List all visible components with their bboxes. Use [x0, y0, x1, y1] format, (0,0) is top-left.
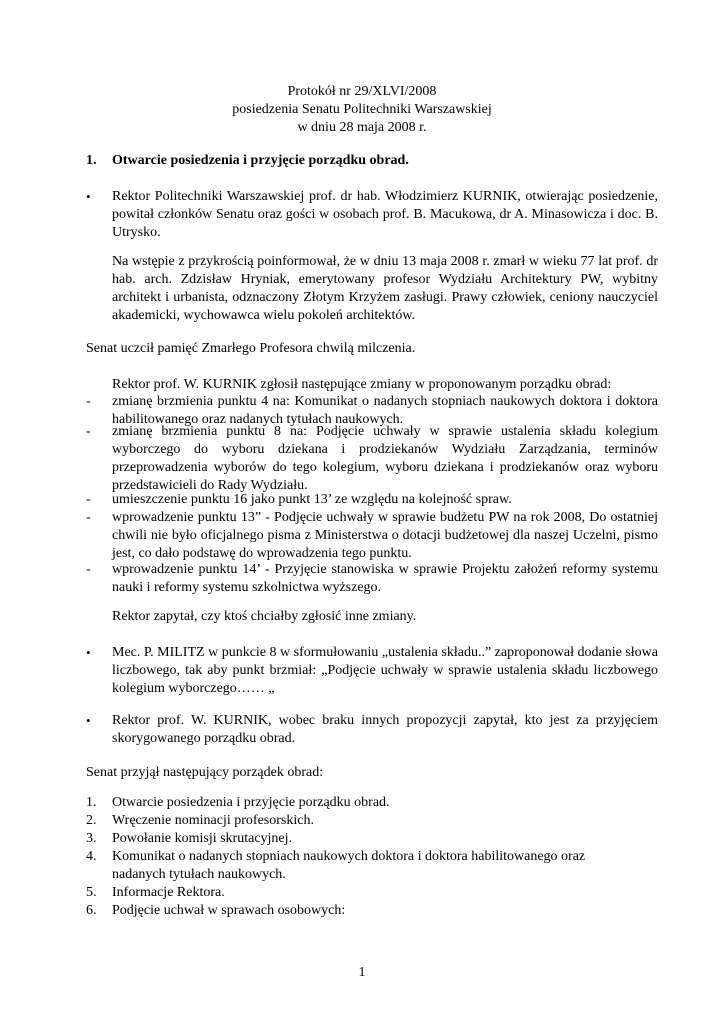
dash-marker: - — [86, 492, 91, 507]
rector-changes-intro: Rektor prof. W. KURNIK zgłosił następujące zmiany w proponowanym porządku obrad: — [112, 377, 612, 392]
paragraph-silence: Senat uczcił pamięć Zmarłego Profesora chwilą milczenia. — [86, 341, 416, 356]
section-title — [86, 152, 409, 170]
dash-marker: - — [86, 424, 91, 439]
dash-marker: - — [86, 394, 91, 409]
agenda-item — [86, 902, 656, 920]
paragraph-vote — [112, 712, 658, 748]
agenda-item-text: Wręczenie nominacji profesorskich. — [112, 813, 314, 828]
dash-marker: - — [86, 510, 91, 525]
page-number: 1 — [358, 965, 366, 980]
protocol-number: Protokół nr 29/XLVI/2008 — [287, 84, 437, 99]
change-item — [86, 561, 658, 597]
meeting-name: posiedzenia Senatu Politechniki Warszawskiej — [232, 102, 492, 117]
agenda-item-number: 6. — [86, 903, 97, 918]
change-text: zmianę brzmienia punktu 8 na: Podjęcie uchwały w sprawie ustalenia składu kolegium wyborczego do wyboru dziekana i prodziekanów Wydziału Zarządzania, terminów przeprowadzenia wyborów do tego kolegium, wyboru dziekana i prodziekanów oraz wyboru przedstawicieli do Rady Wydziału. — [112, 424, 658, 493]
agenda-item-number: 3. — [86, 831, 97, 846]
agenda-item-text: Powołanie komisji skrutacyjnej. — [112, 831, 293, 846]
obituary-text: Na wstępie z przykrością poinformował, że w dniu 13 maja 2008 r. zmarł w wieku 77 lat prof. dr hab. arch. Zdzisław Hryniak, emerytowany profesor Wydziału Architektury PW, wybitny architekt i urbanista, odznaczony Złotym Krzyżem zasługi. Prawy człowiek, ceniony nauczyciel akademicki, wychowawca wielu pokoleń architektów. — [112, 254, 658, 323]
paragraph-obituary — [112, 253, 658, 325]
vote-text: Rektor prof. W. KURNIK, wobec braku innych propozycji zapytał, kto jest za przyjęciem skorygowanego porządku obrad. — [112, 713, 658, 746]
change-item — [86, 491, 658, 509]
change-item — [86, 423, 658, 495]
meeting-date: w dniu 28 maja 2008 r. — [297, 120, 427, 135]
agenda-item-text: Otwarcie posiedzenia i przyjęcie porządku obrad. — [112, 795, 390, 810]
change-text: wprowadzenie punktu 14’ - Przyjęcie stanowiska w sprawie Projektu założeń reformy systemu nauki i reformy systemu szkolnictwa wyższego. — [112, 562, 658, 595]
agenda-item — [86, 812, 656, 830]
change-text: wprowadzenie punktu 13” - Podjęcie uchwały w sprawie budżetu PW na rok 2008, Do ostatniej chwili nie było oficjalnego pisma z Ministerstwa o dotacji budżetowej dla naszej Uczelni, pismo jest, co dało podstawę do wprowadzenia tego punktu. — [112, 510, 658, 561]
agenda-item-number: 5. — [86, 885, 97, 900]
bullet-icon: • — [86, 713, 91, 728]
militz-text: Mec. P. MILITZ w punkcie 8 w sformułowaniu „ustalenia składu..” zaproponował dodanie słowa liczbowego, tak aby punkt brzmiał: „Podjęcie uchwały w sprawie ustalenia składu liczbowego kolegium wyborczego…… „ — [112, 645, 658, 696]
agenda-intro: Senat przyjął następujący porządek obrad: — [86, 765, 324, 780]
change-item — [86, 509, 658, 563]
section-title-text: Otwarcie posiedzenia i przyjęcie porządku obrad. — [112, 153, 409, 168]
dash-marker: - — [86, 562, 91, 577]
change-text: umieszczenie punktu 16 jako punkt 13’ ze względu na kolejność spraw. — [112, 492, 512, 507]
agenda-item-number: 4. — [86, 849, 97, 864]
bullet-icon: • — [86, 189, 91, 204]
agenda-item-number: 1. — [86, 795, 97, 810]
bullet-icon: • — [86, 645, 91, 660]
agenda-item — [86, 848, 632, 884]
opening-text: Rektor Politechniki Warszawskiej prof. dr hab. Włodzimierz KURNIK, otwierając posiedzenie, powitał członków Senatu oraz gości w osobach prof. B. Macukowa, dr A. Minasowicza i doc. B. Utrysko. — [112, 189, 658, 240]
agenda-item-text: Informacje Rektora. — [112, 885, 225, 900]
paragraph-militz — [112, 644, 658, 698]
section-number: 1. — [86, 153, 97, 168]
document-header — [0, 83, 724, 137]
agenda-item — [86, 794, 656, 812]
rector-question: Rektor zapytał, czy ktoś chciałby zgłosić inne zmiany. — [112, 609, 417, 624]
paragraph-opening — [112, 188, 658, 242]
agenda-item-number: 2. — [86, 813, 97, 828]
change-text: zmianę brzmienia punktu 4 na: Komunikat o nadanych stopniach naukowych doktora i doktora habilitowanego oraz nadanych tytułach naukowych. — [112, 394, 658, 427]
agenda-item — [86, 884, 656, 902]
agenda-item — [86, 830, 656, 848]
agenda-item-text: Podjęcie uchwał w sprawach osobowych: — [112, 903, 346, 918]
agenda-item-text: Komunikat o nadanych stopniach naukowych doktora i doktora habilitowanego oraz nadanych tytułach naukowych. — [112, 849, 586, 882]
agenda-list — [86, 794, 656, 920]
